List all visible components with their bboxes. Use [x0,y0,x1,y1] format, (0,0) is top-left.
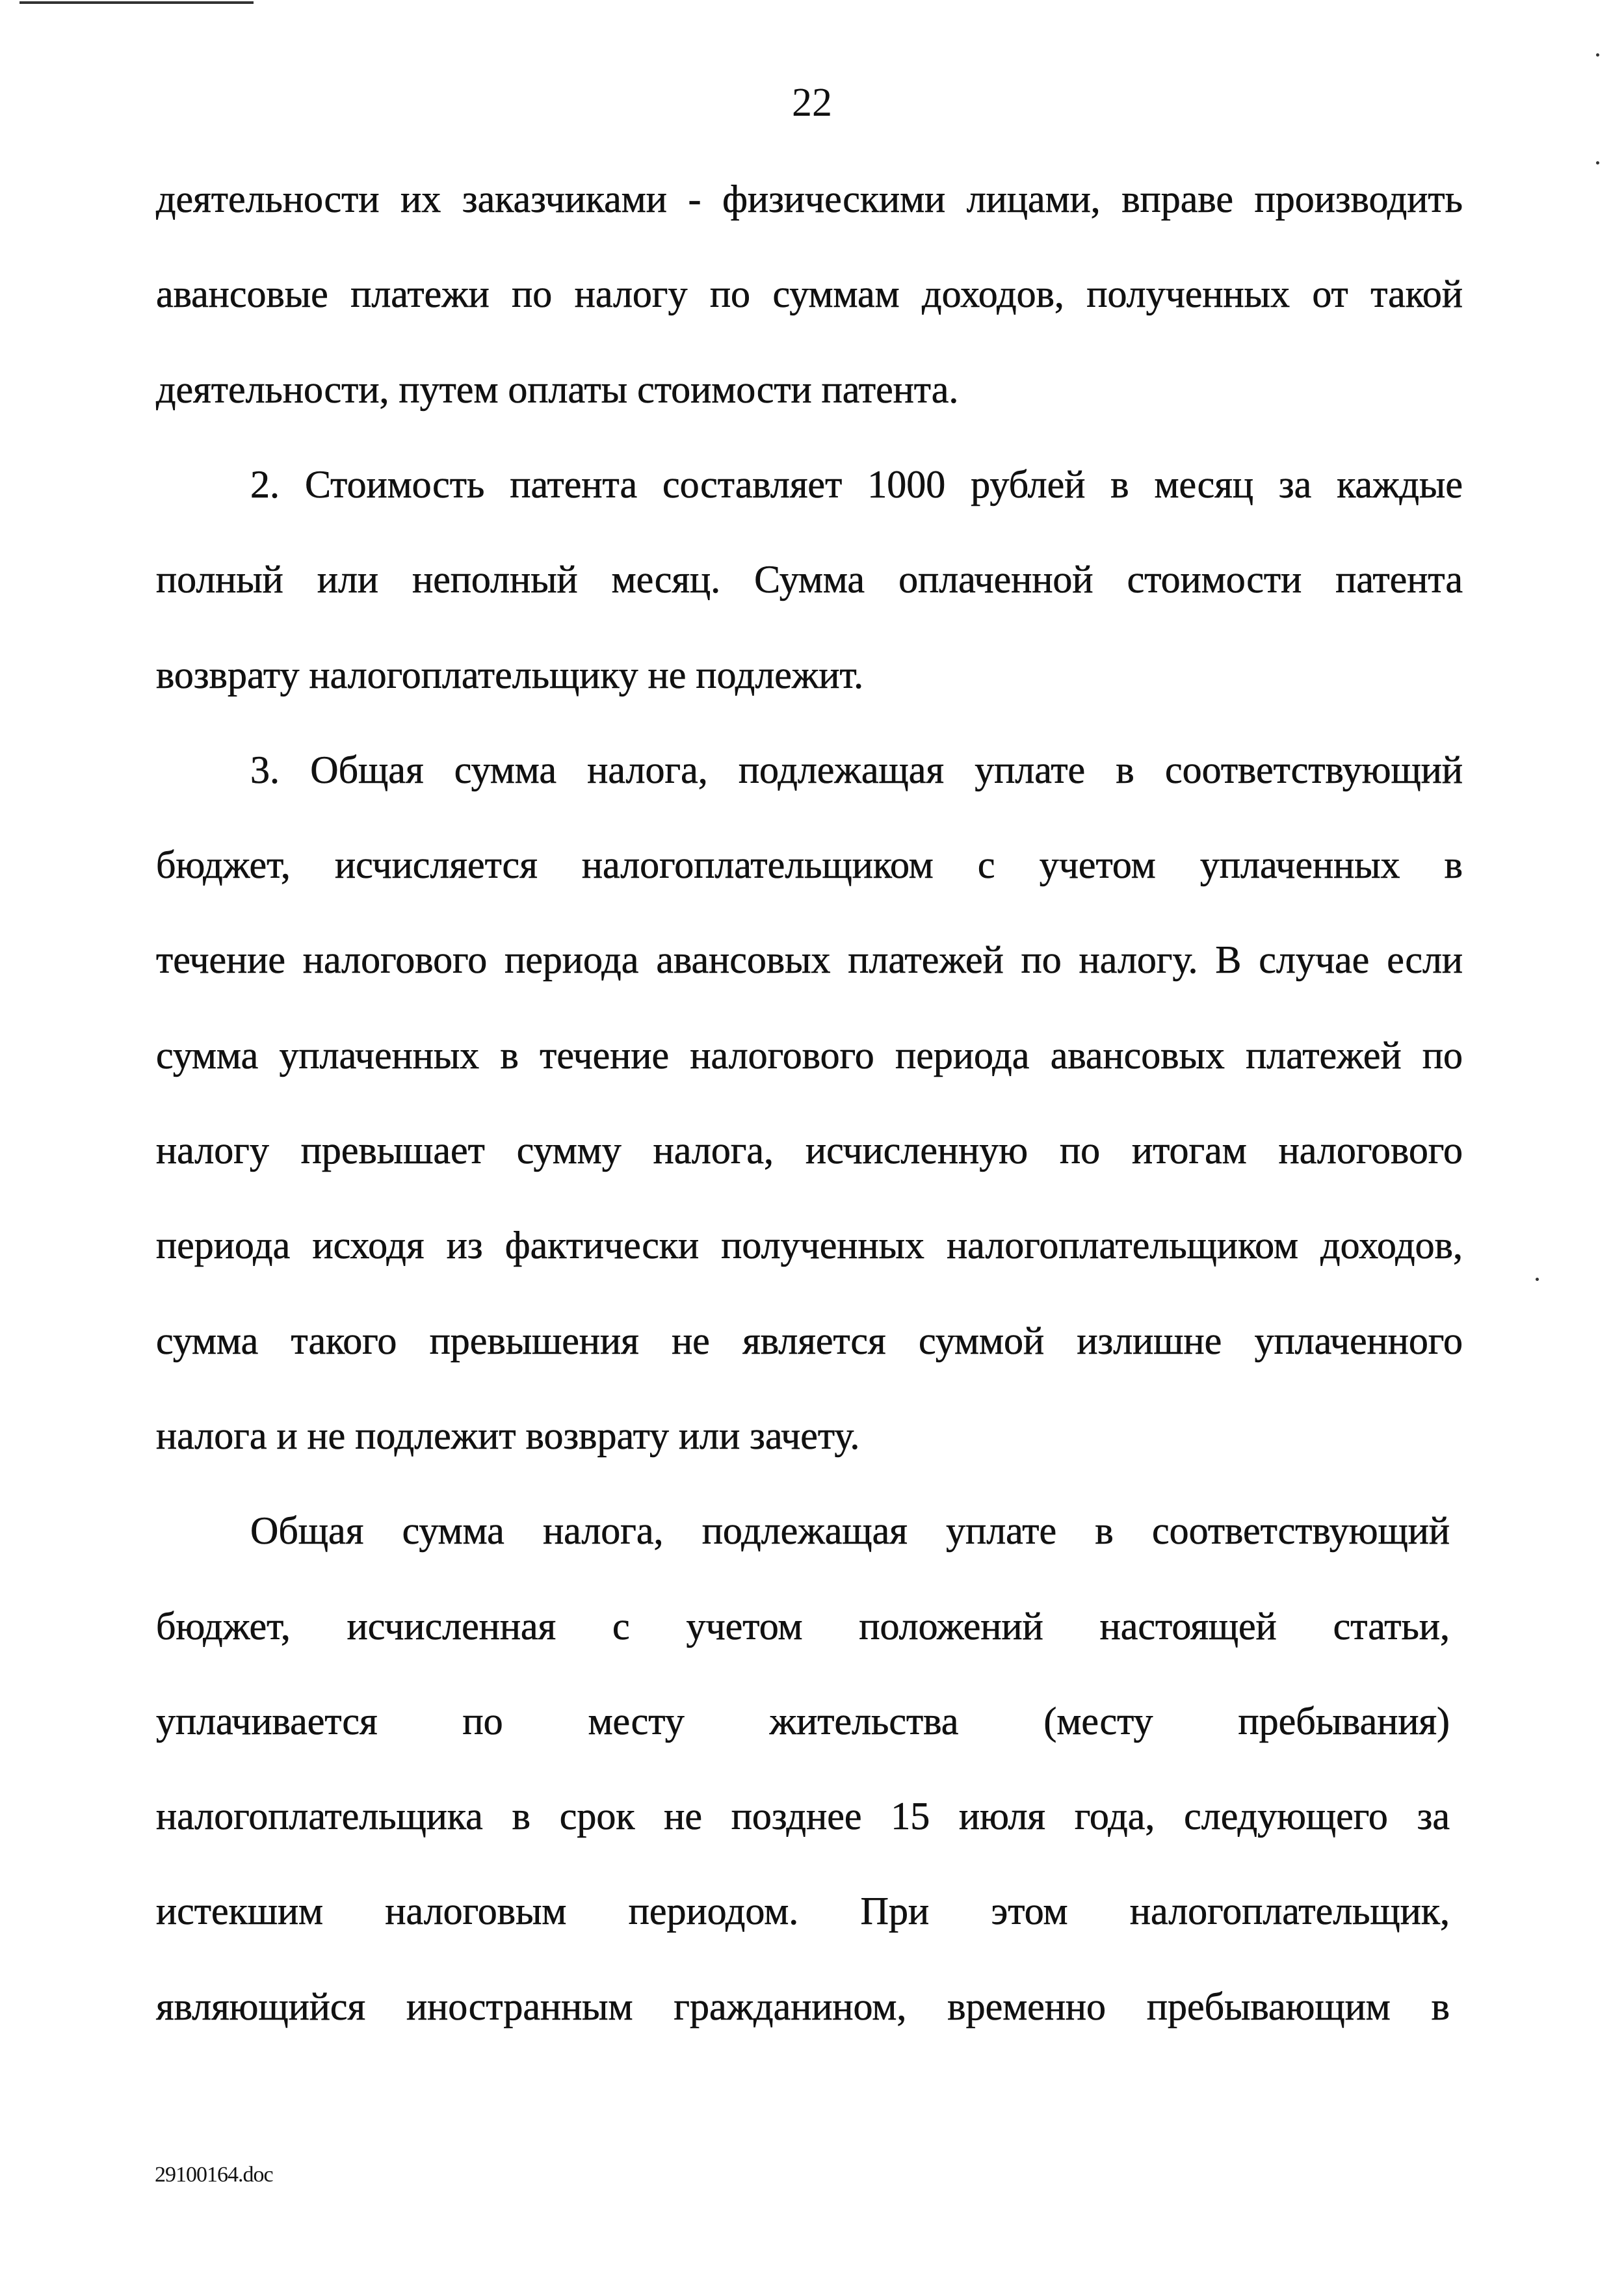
text-line: Общая сумма налога, подлежащая уплате в соответствующий [250,1509,1450,1552]
text-line: периода исходя из фактически полученных налогоплательщиком доходов, [156,1224,1463,1267]
text-line: налогоплательщика в срок не позднее 15 июля года, следующего за [156,1795,1450,1838]
text-line: бюджет, исчисляется налогоплательщиком с учетом уплаченных в [156,843,1463,886]
text-line: возврату налогоплательщику не подлежит. [156,653,864,696]
text-line: сумма уплаченных в течение налогового периода авансовых платежей по [156,1034,1463,1077]
text-line: налога и не подлежит возврату или зачету. [156,1414,860,1457]
scan-speck [1596,161,1599,165]
text-line: 2. Стоимость патента составляет 1000 рублей в месяц за каждые [250,463,1463,506]
footer-filename: 29100164.doc [155,2163,273,2187]
text-line: деятельности, путем оплаты стоимости патента. [156,368,959,411]
text-line: налогу превышает сумму налога, исчисленную по итогам налогового [156,1129,1463,1172]
text-line: сумма такого превышения не является суммой излишне уплаченного [156,1319,1463,1362]
scan-speck [1536,1278,1539,1281]
text-line: течение налогового периода авансовых платежей по налогу. В случае если [156,938,1463,981]
scan-artifact-line [20,1,254,4]
page-number: 22 [792,81,832,125]
text-line: полный или неполный месяц. Сумма оплаченной стоимости патента [156,558,1463,601]
text-line: являющийся иностранным гражданином, временно пребывающим в [156,1985,1450,2028]
text-line: бюджет, исчисленная с учетом положений настоящей статьи, [156,1605,1450,1648]
scan-speck [1596,53,1599,57]
text-line: деятельности их заказчиками - физическими лицами, вправе производить [156,178,1463,220]
text-line: истекшим налоговым периодом. При этом налогоплательщик, [156,1890,1450,1932]
text-line: 3. Общая сумма налога, подлежащая уплате в соответствующий [250,748,1463,791]
text-line: уплачивается по месту жительства (месту пребывания) [156,1700,1450,1743]
text-line: авансовые платежи по налогу по суммам доходов, полученных от такой [156,272,1463,315]
